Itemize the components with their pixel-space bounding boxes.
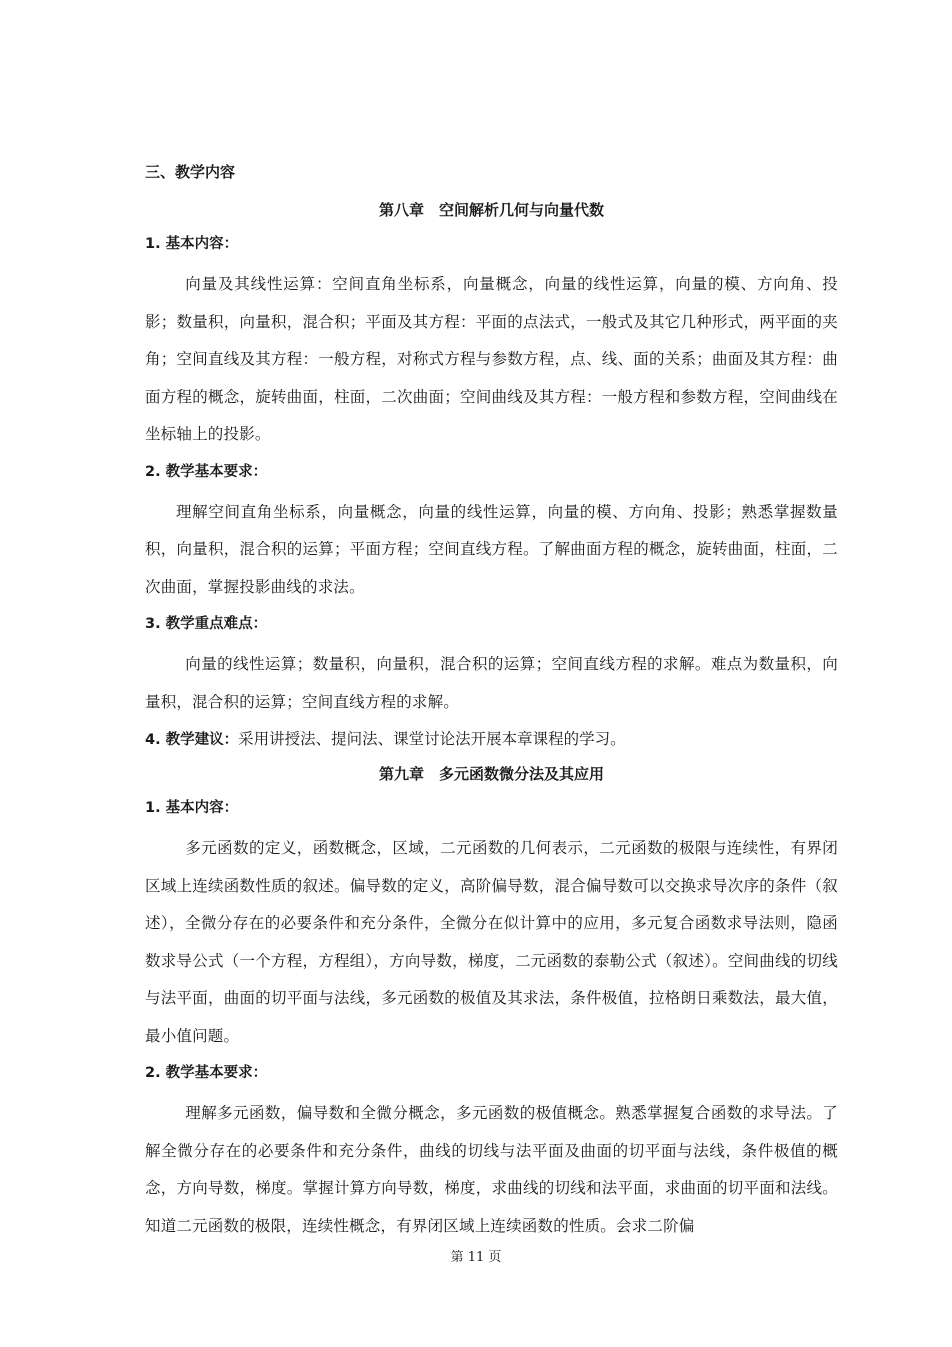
- ch9-req-label: 2. 教学基本要求：: [145, 1065, 268, 1081]
- ch8-advice-row: [145, 727, 838, 752]
- ch8-advice-text: 采用讲授法、提问法、课堂讨论法开展本章课程的学习。: [238, 730, 626, 748]
- ch8-key-label: 3. 教学重点难点：: [145, 616, 268, 632]
- page-content: [145, 160, 838, 1247]
- ch8-basic-label: 1. 基本内容：: [145, 236, 239, 252]
- ch8-req-label: 2. 教学基本要求：: [145, 463, 268, 480]
- ch9-basic-text: 多元函数的定义，函数概念，区域，二元函数的几何表示，二元函数的极限与连续性，有界闭区域上连续函数性质的叙述。偏导数的定义，高阶偏导数，混合偏导数可以交换求导次序的条件（叙述），全微分存在的必要条件和充分条件，全微分在似计算中的应用，多元复合函数求导法则，隐函数求导公式（一个方程，方程组），方向导数，梯度，二元函数的泰勒公式（叙述）。空间曲线的切线与法平面，曲面的切平面与法线，多元函数的极值及其求法，条件极值，拉格朗日乘数法，最大值，最小值问题。: [145, 839, 838, 1045]
- ch8-advice-label: 4. 教学建议：: [145, 732, 239, 748]
- page-number: 第 11 页: [450, 1250, 502, 1265]
- ch9-req-text: 理解多元函数，偏导数和全微分概念，多元函数的极值概念。熟悉掌握复合函数的求导法。了解全微分存在的必要条件和充分条件，曲线的切线与法平面及曲面的切平面与法线，条件极值的概念，方向导数，梯度。掌握计算方向导数，梯度，求曲线的切线和法平面，求曲面的切平面和法线。知道二元函数的极限，连续性概念，有界闭区域上连续函数的性质。会求二阶偏: [145, 1104, 838, 1235]
- ch8-req-text: 理解空间直角坐标系，向量概念，向量的线性运算，向量的模、方向角、投影；熟悉掌握数量积，向量积，混合积的运算；平面方程；空间直线方程。了解曲面方程的概念，旋转曲面，柱面，二次曲面，掌握投影曲线的求法。: [145, 502, 838, 596]
- chapter-8-title: 第八章 空间解析几何与向量代数: [378, 201, 604, 219]
- section-title: 三、教学内容: [145, 163, 236, 181]
- chapter-9-title: 第九章 多元函数微分法及其应用: [378, 765, 604, 783]
- ch8-basic-text: 向量及其线性运算：空间直角坐标系，向量概念，向量的线性运算，向量的模、方向角、投影；数量积，向量积，混合积；平面及其方程：平面的点法式，一般式及其它几种形式，两平面的夹角；空间直线及其方程：一般方程，对称式方程与参数方程，点、线、面的关系；曲面及其方程：曲面方程的概念，旋转曲面，柱面，二次曲面；空间曲线及其方程：一般方程和参数方程，空间曲线在坐标轴上的投影。: [145, 275, 838, 443]
- ch9-basic-label: 1. 基本内容：: [145, 800, 239, 816]
- ch8-key-text: 向量的线性运算；数量积，向量积，混合积的运算；空间直线方程的求解。难点为数量积，向量积，混合积的运算；空间直线方程的求解。: [145, 655, 838, 711]
